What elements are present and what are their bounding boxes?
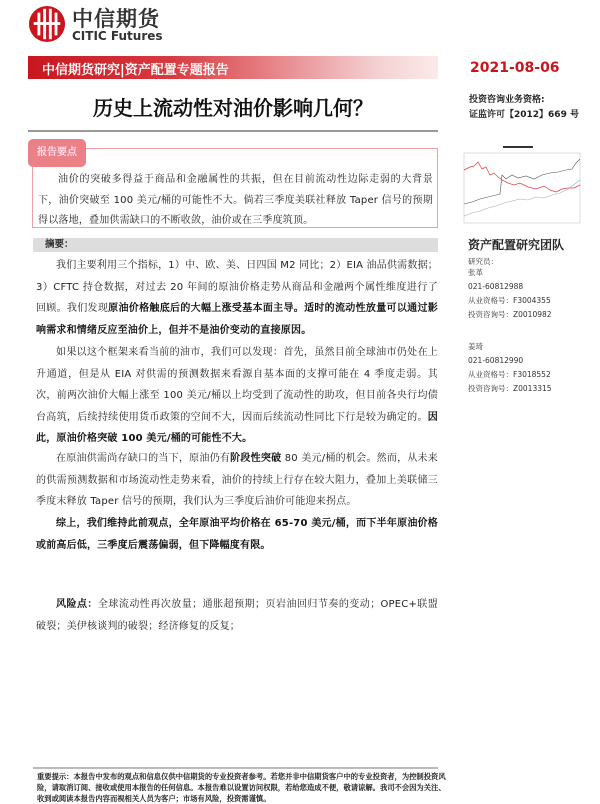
chart-line-dark (464, 159, 580, 204)
qualification (469, 93, 579, 123)
bold-text: 综上，我们维持此前观点，全年原油平均价格在 65-70 美元/桶，而下半年原油价格或前高后低，三季度后震荡偏弱，但下降幅度有限。 (36, 518, 438, 551)
summary-paragraph-2 (36, 342, 438, 450)
member-name: 姜琦 (468, 342, 483, 351)
summary-paragraph-3 (36, 448, 438, 513)
summary-paragraph-4 (36, 513, 438, 556)
summary-header (33, 238, 438, 252)
member-advisory: 投资咨询号：Z0010982 (468, 310, 552, 319)
member-phone: 021-60812990 (468, 356, 524, 365)
page-title: 历史上流动性对油价影响几何？ (93, 96, 373, 120)
brand-name-en: CITIC Futures (72, 29, 163, 43)
bold-text: 因此，原油价格突破 100 美元/桶的可能性不大。 (36, 411, 438, 445)
qualification-value: 证监许可【2012】669 号 (469, 110, 579, 120)
member-license: 从业资格号：F3018552 (468, 370, 551, 379)
report-date: 2021-08-06 (470, 60, 560, 76)
bold-text: 阶段性突破 (230, 453, 282, 464)
brand-name-cn: 中信期货 (72, 7, 160, 31)
text: 我们主要利用三个指标，1）中、欧、美、日四国 M2 同比；2）EIA 油品供需数据；3）CFTC 持仓数据，对过去 20 年间的原油价格走势从商品和金融两个属性维度进行了回顾。我们发现 (36, 260, 438, 315)
text: 80 美元/桶的机会。然而，从未来的供需预测数据和市场流动性走势来看，油价的持续上行存在较大阻力，叠加上美联储三季度末释放 Taper 信号的预期，我们认为三季度后油价可能迎来拐点。 (36, 453, 438, 508)
qualification-label: 投资咨询业务资格: (469, 95, 545, 105)
thumbnail-chart (458, 145, 588, 230)
researcher-info (468, 256, 552, 394)
text: 在原油供需尚存缺口的当下，原油仍有 (56, 453, 231, 464)
summary-paragraph-1 (36, 255, 438, 341)
researcher-label: 研究员： (468, 257, 498, 266)
member-name: 张革 (468, 268, 483, 277)
member-advisory: 投资咨询号：Z0013315 (468, 384, 552, 393)
divider (28, 130, 438, 132)
banner-text: 中信期货研究|资产配置专题报告 (42, 63, 229, 78)
member-license: 从业资格号：F3004355 (468, 296, 551, 305)
risk-text: 全球流动性再次放量；通胀超预期；页岩油回归节奏的变动；OPEC+联盟破裂；美伊核谈判的破裂；经济修复的反复； (36, 599, 438, 632)
disclaimer: 重要提示：本报告中发布的观点和信息仅供中信期货的专业投资者参考。若您并非中信期货客户中的专业投资者，为控制投资风险，请取消订阅、接收或使用本报告的任何信息。本报告难以设置访问权限，若给您造成不便，敬请谅解。我司不会因为关注、收到或阅读本报告内容而视相关人员为客户；市场有风险，投资需谨慎。 (37, 772, 446, 803)
key-points-label: 报告要点 (28, 139, 86, 167)
chart-line-light (464, 180, 580, 216)
key-points-text: 油价的突破多得益于商品和金融属性的共振，但在目前流动性边际走弱的大背景下，油价突破至 100 美元/桶的可能性不大。倘若三季度美联社释放 Taper 信号的预期得以落地，叠加供需缺口的不断收敛，油价或在三季度筑顶。 (38, 174, 433, 226)
footer-divider (33, 767, 438, 769)
citic-logo (28, 2, 66, 46)
summary-label: 摘要： (45, 239, 74, 250)
risk-paragraph (36, 594, 438, 637)
team-title: 资产配置研究团队 (468, 238, 565, 252)
text: 如果以这个框架来看当前的油市，我们可以发现：首先，虽然目前全球油市仍处在上升通道，但是从 EIA 对供需的预测数据来看源自基本面的支撑可能在 4 季度走弱。其次，前两次油价大幅上涨至 100 美元/桶以上均受到了流动性的助攻，但目前各央行均债台高筑，后续持续使用货币政策的空间不大，因而后续流动性同比下行是较为确定的。 (36, 347, 438, 423)
report-banner (28, 56, 438, 79)
risk-label: 风险点： (56, 599, 98, 610)
member-phone: 021-60812988 (468, 282, 524, 291)
bold-text: 原油价格触底后的大幅上涨受基本面主导。适时的流动性放量可以通过影响需求和情绪反应至油价上，但并不是油价变动的直接原因。 (36, 303, 438, 336)
